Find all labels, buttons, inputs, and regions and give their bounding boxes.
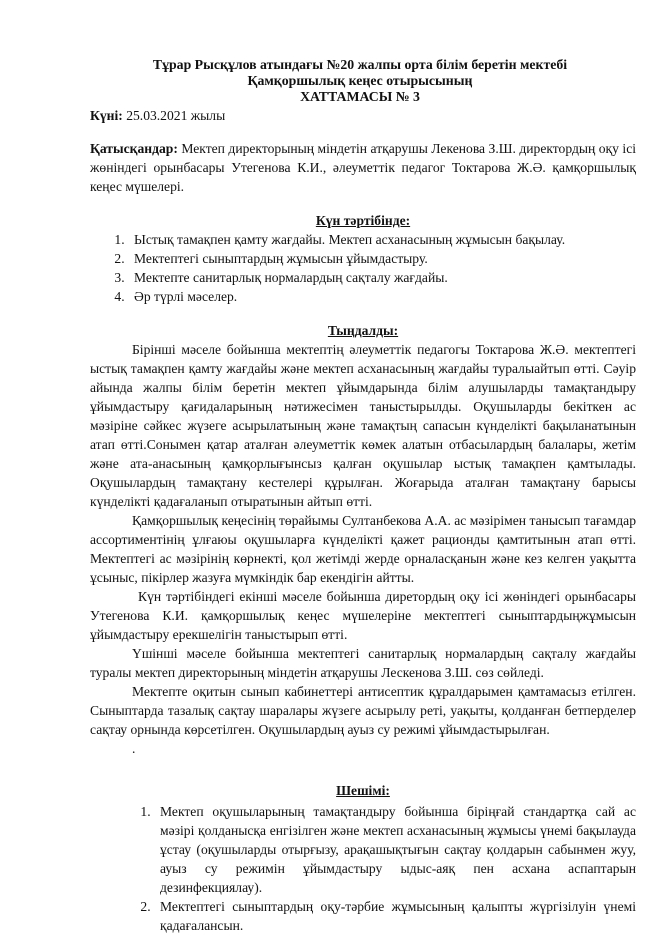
- agenda-item: 3. Мектепте санитарлық нормалардың сақталу жағдайы.: [128, 268, 636, 287]
- decision-title: Шешімі:: [336, 783, 390, 798]
- decision-item: 1. Мектеп оқушыларының тамақтандыру бойынша біріңғай стандартқа сай ас мәзірі қолданысқа енгізілген және мектеп асханасының жұмысы үнемі бақылауда ұстау (оқушыларды отырғызу, арақашықтығын сақтау қолдарын сабынмен жуу, ауыз су режимін ұйымдастыру ыдыс-аяқ пен асхана аспаптарын дезинфекциялау).: [154, 802, 636, 897]
- listened-paragraph: Күн тәртібіндегі екінші мәселе бойынша диретордың оқу ісі жөніндегі орынбасары Утегенова К.И. қамқоршылық кеңес мүшелеріне мектептегі сыныптардыңжұмысын ұйымдастыру ерекшелігін таныстырып өтті.: [90, 589, 636, 642]
- agenda-item: 2. Мектептегі сыныптардың жұмысын ұйымдастыру.: [128, 249, 636, 268]
- agenda-item: 4. Әр түрлі мәселер.: [128, 287, 636, 306]
- decision-item: 2. Мектептегі сыныптардың оқу-тәрбие жұмысының қалыпты жүргізілуін үнемі қадағалансын.: [154, 897, 636, 935]
- listened-title: Тыңдалды:: [327, 323, 399, 338]
- listened-paragraph: Бірінші мәселе бойынша мектептің әлеуметтік педагогы Токтарова Ж.Ә. мектептегі ыстық тамақпен қамту жағдайы және мектеп асханасының жағдайы туралыайтып өтті. Сәуір айында жалпы білім беретін мектеп ұйымдарында білім алушыларды тамақтандыру ұйымдастыру қағидаларының нәтижесімен таныстырылды. Оқушыларды бекіткен ас мәзіріне сәйкес жүзеге асырылатының және тамақтың сапасын күнделікті бақыланатынын атап өтті.Сонымен қатар аталған әлеуметтік көмек алатын отбасылардың балалары, жетім және ата-анасының қамқорлығынсыз қалған оқушылар ыстық тамақпен қамтылады. Оқушылардың тамақтану кестелері құрылған. Жоғарыда аталған тамақтану барысы күнделікті қадағаланып отыратынын айтып өтті.: [90, 342, 636, 509]
- attendees-label: Қатысқандар:: [90, 141, 178, 156]
- agenda-title: Күн тәртібінде:: [315, 213, 411, 228]
- school-name: Тұрар Рысқұлов атындағы №20 жалпы орта білім беретін мектебі: [152, 57, 568, 72]
- listened-paragraph: Мектепте оқитын сынып кабинеттері антисептик құралдарымен қамтамасыз етілген. Сыныптарда тазалық сақтау шаралары жүзеге асырылу реті, уақыты, қолданған бетперделер сақтау орнында көрсетілген. Оқушылардың ауыз су режимі ұйымдастырылған.: [90, 684, 636, 737]
- document-header: [90, 0, 630, 105]
- date-line: [90, 106, 636, 125]
- date-label: Күні:: [90, 108, 123, 123]
- council-name: Қамқоршылық кеңес отырысының: [247, 73, 473, 88]
- attendees-text: Мектеп директорының міндетін атқарушы Лекенова З.Ш. директордың оқу ісі жөніндегі орынбасары Утегенова К.И., әлеуметтік педагог Токтарова Ж.Ә. қамқоршылық кеңес мүшелері.: [90, 141, 636, 194]
- date-value: 25.03.2021 жылы: [122, 108, 226, 123]
- protocol-number: ХАТТАМАСЫ № 3: [300, 89, 420, 104]
- agenda-item: 1. Ыстық тамақпен қамту жағдайы. Мектеп асханасының жұмысын бақылау.: [128, 230, 636, 249]
- agenda-list: [90, 230, 636, 306]
- listened-paragraph: Қамқоршылық кеңесінің төрайымы Султанбекова А.А. ас мәзірімен танысып тағамдар ассортиментінің ұлғаюы оқушыларға күнделікті қажет рационды қамтитынын атап өтті. Мектептегі ас мәзірінің көрнекті, қол жетімді жерде орналасқанын және кез келген уақытта ұсыныс, пікірлер жазуға мүмкіндік бар екендігін айтты.: [90, 513, 636, 585]
- stray-dot: .: [132, 741, 136, 756]
- attendees: [90, 139, 636, 196]
- decision-list: [90, 802, 636, 935]
- listened-paragraph: Үшінші мәселе бойынша мектептегі санитарлық нормалардың сақталу жағдайы туралы мектеп директорының міндетін атқарушы Лескенова З.Ш. сөз сөйледі.: [90, 646, 636, 680]
